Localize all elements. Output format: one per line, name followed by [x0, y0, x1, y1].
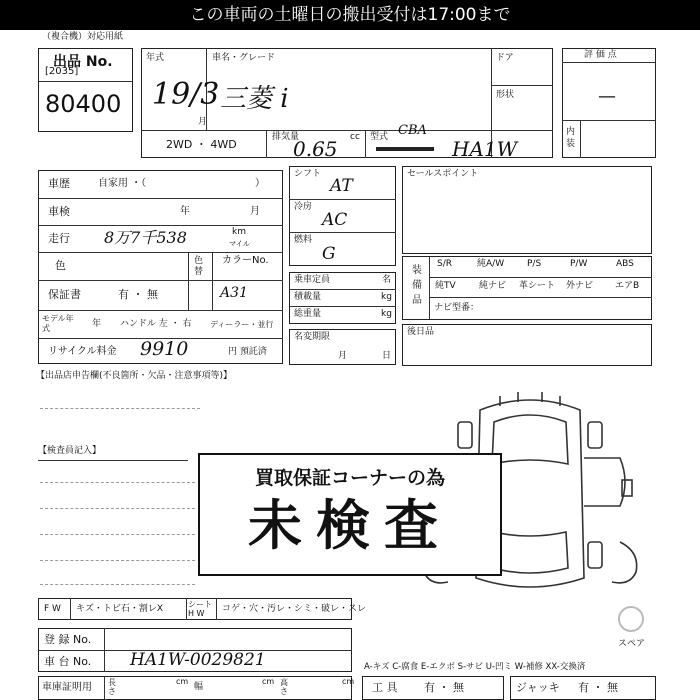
fuel-value: G — [322, 244, 336, 264]
equip-tv: 純TV — [435, 281, 456, 291]
model-label: 型式 — [370, 132, 389, 142]
lot-label: 出品 No. — [53, 54, 113, 70]
seat-label: シートH W — [188, 600, 212, 618]
km-unit: km — [232, 227, 246, 237]
spare-tire-icon — [616, 604, 646, 634]
equip-ext-navi: 外ナビ — [566, 281, 594, 291]
inspection-year-unit: 年 — [180, 206, 190, 217]
model-strikeout — [376, 147, 434, 151]
nametransfer-day: 日 — [382, 351, 392, 361]
shift-label: シフト — [294, 169, 322, 179]
equip-airbag: エアB — [615, 281, 640, 291]
post-label: 後日品 — [407, 327, 435, 337]
lot-small: [2035] — [45, 66, 79, 77]
color-no-label: カラーNo. — [222, 255, 269, 266]
seat-value: コゲ・穴・汚レ・シミ・破レ・スレ — [222, 604, 367, 614]
jack-label: ジャッキ — [516, 681, 560, 694]
equip-label: 装備品 — [412, 265, 422, 306]
chassis-label: 車 台 No. — [44, 655, 92, 668]
dealer-label: ディーラー・並行 — [210, 320, 274, 329]
history-label: 車歴 — [48, 177, 70, 190]
model-year-unit: 年 — [92, 319, 102, 329]
equip-sunroof: S/R — [437, 259, 452, 269]
recycle-label: リサイクル料金 — [48, 346, 117, 357]
gross-label: 総重量 — [294, 309, 322, 319]
displacement-label: 排気量 — [272, 132, 300, 142]
load-unit: kg — [381, 292, 392, 302]
equip-pw: P/W — [570, 259, 588, 269]
color-label: 色 — [55, 259, 66, 272]
form-note: （複合機）対応用紙 — [42, 32, 124, 42]
mileage-value: 8万7千538 — [104, 228, 187, 247]
score-label: 評 価 点 — [584, 50, 617, 60]
top-banner — [0, 0, 700, 30]
post-item-box — [402, 324, 652, 366]
length-label: 長さ — [108, 678, 116, 696]
door-label: ドア — [496, 53, 514, 63]
name-value: 三菱 i — [220, 84, 289, 114]
lot-box — [38, 48, 133, 132]
ac-label: 冷房 — [294, 202, 313, 212]
mile-unit: マイル — [229, 240, 250, 248]
shift-value: AT — [330, 176, 353, 196]
navi-label: ナビ型番： — [434, 303, 480, 313]
lot-number: 80400 — [45, 90, 122, 118]
stamp-title: 買取保証コーナーの為 — [254, 467, 445, 489]
shape-label: 形状 — [496, 90, 515, 100]
month-unit: 月 — [198, 117, 208, 127]
ac-value: AC — [322, 210, 348, 230]
equip-ps: P/S — [527, 259, 542, 269]
fw-value: キズ・トビ石・割レX — [76, 604, 163, 614]
tools-value: 有 ・ 無 — [424, 681, 464, 694]
color-no-value: A31 — [220, 285, 248, 301]
inspector-label: 【検査員記入】 — [38, 446, 102, 456]
score-value: — — [598, 86, 616, 107]
interior-label: 内装 — [566, 127, 576, 149]
length-unit: cm — [176, 677, 189, 686]
mileage-label: 走行 — [48, 232, 70, 245]
capacity-unit: 名 — [382, 275, 392, 285]
inspection-label: 車検 — [48, 205, 70, 218]
model-prefix: CBA — [398, 123, 427, 138]
seller-notes-label: 【出品店申告欄(不良箇所・欠品・注意事項等)】 — [36, 371, 233, 381]
chassis-value: HA1W-0029821 — [130, 650, 266, 670]
warranty-label: 保証書 — [48, 288, 81, 301]
tools-label: 工 具 — [372, 681, 398, 694]
recycle-value: 9910 — [140, 338, 189, 360]
year-label: 年式 — [146, 53, 165, 63]
equip-aw: 純A/W — [477, 259, 505, 269]
equip-leather: 革シート — [519, 281, 556, 291]
year-value: 19/3 — [152, 77, 220, 112]
width-unit: cm — [262, 677, 275, 686]
history-value: 自家用 ・（ — [98, 178, 147, 189]
registration-label: 登 録 No. — [44, 633, 92, 646]
capacity-label: 乗車定員 — [294, 275, 331, 285]
history-close: ） — [255, 178, 265, 189]
jack-value: 有 ・ 無 — [578, 681, 618, 694]
fuel-label: 燃料 — [294, 235, 313, 245]
handle-label: ハンドル 左 ・ 右 — [120, 319, 192, 329]
equip-abs: ABS — [616, 259, 634, 269]
name-label: 車名・グレード — [212, 53, 276, 63]
sales-point-box — [402, 166, 652, 254]
color-small: 色替 — [194, 256, 204, 277]
model-value: HA1W — [452, 137, 518, 161]
banner-text: この車両の土曜日の搬出受付は17:00まで — [189, 5, 511, 25]
model-year-label: モデル年式 — [42, 314, 74, 333]
gross-unit: kg — [381, 309, 392, 319]
nametransfer-label: 名変期限 — [294, 332, 331, 342]
sales-label: セールスポイント — [407, 169, 479, 179]
left-info-box — [38, 170, 283, 364]
inspection-month-unit: 月 — [250, 206, 260, 217]
damage-codes: A-キズ C-腐食 E-エクボ S-サビ U-凹ミ W-補修 XX-交換済 — [364, 662, 586, 672]
equip-navi: 純ナビ — [479, 281, 507, 291]
cc-unit: cc — [350, 132, 360, 142]
stamp-box — [198, 453, 502, 576]
height-unit: cm — [342, 677, 355, 686]
displacement-value: 0.65 — [293, 137, 338, 161]
stamp-main: 未検査 — [248, 494, 452, 557]
warranty-value: 有 ・ 無 — [118, 288, 158, 301]
spare-label: スペア — [618, 639, 646, 649]
garage-cert-label: 車庫証明用 — [42, 682, 92, 693]
height-label: 高さ — [280, 678, 288, 696]
recycle-unit: 円 預託済 — [228, 347, 267, 357]
width-label: 幅 — [194, 682, 204, 692]
load-label: 積載量 — [294, 292, 322, 302]
drive-type: 2WD ・ 4WD — [166, 138, 237, 151]
fw-label: F W — [44, 604, 61, 614]
nametransfer-month: 月 — [338, 351, 348, 361]
